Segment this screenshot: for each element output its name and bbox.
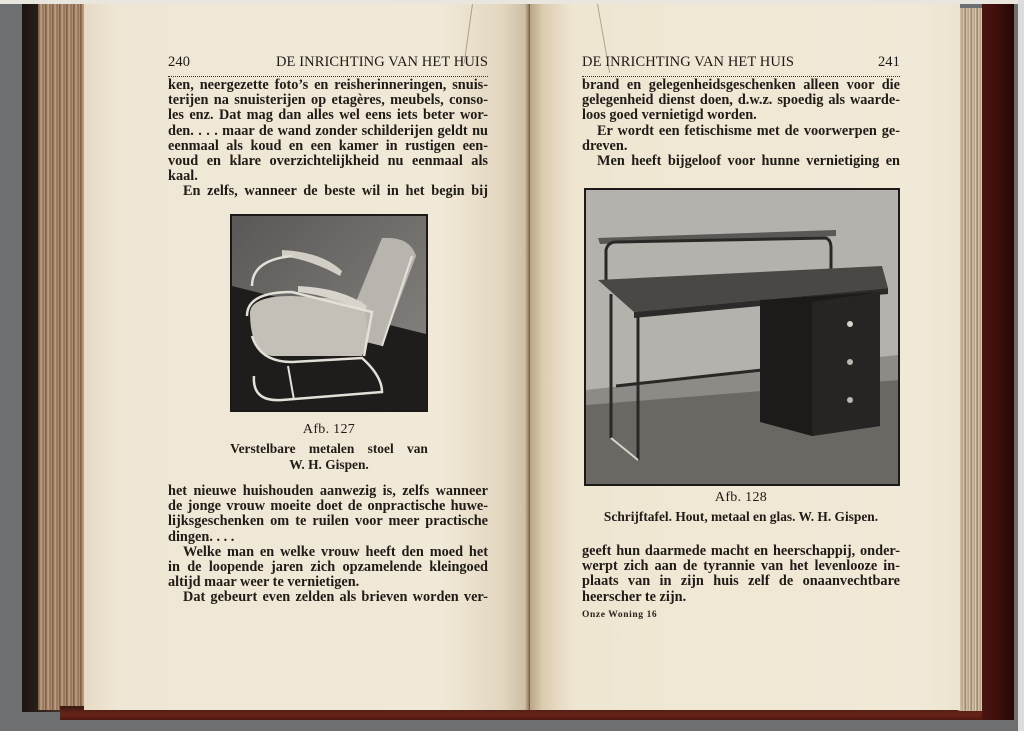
figure-127-caption xyxy=(204,422,454,473)
text-line: les enz. Dat mag dan alles wel eens iets beter wor- xyxy=(168,107,488,124)
figure-127-caption-line2: W. H. Gispen. xyxy=(289,457,369,472)
text-line: dreven. xyxy=(582,137,628,154)
figure-128-desk-photo xyxy=(584,188,900,486)
text-line: dingen. . . . xyxy=(168,528,235,545)
left-page xyxy=(84,4,530,710)
printer-signature-mark: Onze Woning 16 xyxy=(582,610,658,620)
text-line: het nieuwe huishouden aanwezig is, zelfs wanneer xyxy=(168,483,488,499)
text-line: voud en klare overzichtelijkheid nu eenmaal als xyxy=(168,153,488,170)
text-line: werpt zich aan de tyrannie van het levenlooze in- xyxy=(582,558,900,575)
text-line: plaats van in zijn huis zelf de onaanvechtbare xyxy=(582,573,900,590)
figure-128-caption xyxy=(570,490,912,525)
text-line: brand en gelegenheidsgeschenken alleen voor die xyxy=(582,77,900,93)
book-cover-right xyxy=(982,4,1014,720)
left-top-text xyxy=(168,78,488,200)
page-edges-left xyxy=(38,4,86,710)
scan-right-edge xyxy=(1018,0,1024,731)
right-bottom-text xyxy=(582,544,900,605)
chair-illustration xyxy=(232,216,426,410)
right-top-text xyxy=(582,78,900,169)
text-line: gelegenheid dienst doen, d.w.z. spoedig als waarde- xyxy=(582,92,900,109)
text-line: Er wordt een fetischisme met de voorwerpen ge- xyxy=(597,122,900,139)
right-running-head xyxy=(582,54,900,77)
text-line: lijksgeschenken om te ruilen voor meer practische xyxy=(168,513,488,530)
text-line: heerscher te zijn. xyxy=(582,588,687,605)
right-page-number: 241 xyxy=(877,54,900,70)
figure-127-caption-line1: Verstelbare metalen stoel van xyxy=(230,441,428,456)
right-page xyxy=(530,4,960,710)
figure-128-number: Afb. 128 xyxy=(714,490,768,505)
left-page-number: 240 xyxy=(168,54,191,70)
text-line: En zelfs, wanneer de beste wil in het begin bij xyxy=(183,183,488,200)
right-running-title: DE INRICHTING VAN HET HUIS xyxy=(582,54,795,70)
text-line: Dat gebeurt even zelden als brieven worden ver- xyxy=(183,589,488,606)
text-line: altijd maar weer te vernietigen. xyxy=(168,574,360,591)
left-running-title: DE INRICHTING VAN HET HUIS xyxy=(275,54,488,70)
text-line: Welke man en welke vrouw heeft den moed het xyxy=(183,543,488,560)
text-line: kaal. xyxy=(168,168,198,185)
text-line: terijen na snuisterijen op etagères, meubels, conso- xyxy=(168,92,488,109)
text-line: in de loopende jaren zich opzamelende kleingoed xyxy=(168,559,488,576)
text-line: eenmaal als koud en een kamer in rustigen een- xyxy=(168,137,488,154)
text-line: den. . . . maar de wand zonder schilderijen geldt nu xyxy=(168,122,488,139)
left-running-head xyxy=(168,54,488,77)
page-edges-right xyxy=(958,8,982,711)
text-line: geeft hun daarmede macht en heerschappij, onder- xyxy=(582,543,900,559)
text-line: Men heeft bijgeloof voor hunne vernietiging en xyxy=(597,153,900,170)
text-line: loos goed vernietigd worden. xyxy=(582,107,757,124)
left-bottom-text xyxy=(168,484,488,606)
desk-illustration xyxy=(586,190,898,484)
figure-127-chair-photo xyxy=(230,214,428,412)
figure-127-number: Afb. 127 xyxy=(302,422,356,437)
figure-128-caption-text: Schrijftafel. Hout, metaal en glas. W. H. Gispen. xyxy=(603,509,879,524)
text-line: ken, neergezette foto’s en reisherinneringen, snuis- xyxy=(168,77,488,93)
text-line: de jonge vrouw moeite doet de onpractische huwe- xyxy=(168,498,488,515)
